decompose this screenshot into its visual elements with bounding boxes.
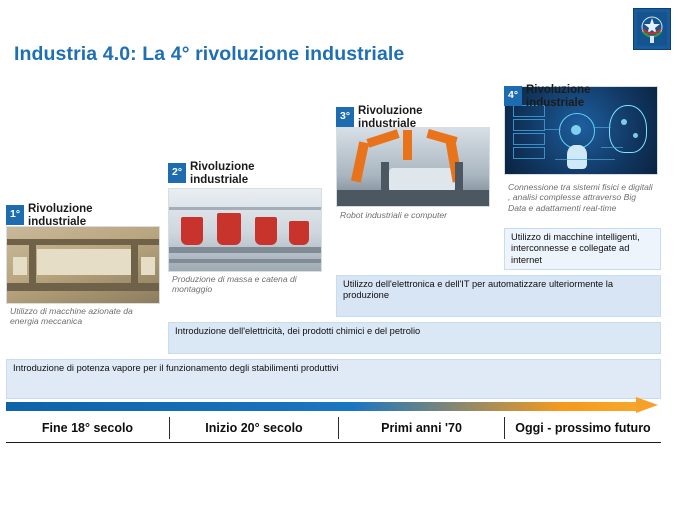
step-4-title-line1: Rivoluzione — [526, 84, 591, 96]
photo-catena-di-montaggio — [168, 188, 322, 272]
timeline-arrow — [6, 400, 661, 413]
step-3-title-line2: industriale — [358, 117, 417, 130]
step-2-title — [190, 161, 255, 187]
bar-rivoluzione-2: Introduzione dell'elettricità, dei prodotti chimici e del petrolio — [168, 322, 661, 354]
step-3-title-line1: Rivoluzione — [358, 105, 423, 117]
bar-rivoluzione-4: Utilizzo di macchine intelligenti, interconnesse e collegate ad internet — [504, 228, 661, 270]
step-4-badge: 4° — [504, 86, 522, 106]
photo-macchina-tessile-vapore — [6, 226, 160, 304]
timeline-label-4: Oggi - prossimo futuro — [515, 421, 651, 435]
step-4-title — [526, 84, 591, 110]
timeline-arrow-head — [636, 397, 658, 413]
timeline-arrow-body — [6, 402, 638, 411]
timeline-axis — [6, 416, 661, 443]
timeline-label-3: Primi anni '70 — [381, 421, 462, 435]
step-3-badge: 3° — [336, 107, 354, 127]
emblem-repubblica-icon — [633, 8, 671, 50]
step-2-badge: 2° — [168, 163, 186, 183]
bar-rivoluzione-1: Introduzione di potenza vapore per il funzionamento degli stabilimenti produttivi — [6, 359, 661, 399]
step-4-caption: Connessione tra sistemi fisici e digitali , analisi complesse attraverso Big Data e adattamenti real-time — [508, 182, 653, 213]
step-2-title-line2: industriale — [190, 173, 249, 186]
step-1-badge: 1° — [6, 205, 24, 225]
photo-robot-industriali — [336, 127, 490, 207]
step-1-title-line2: industriale — [28, 215, 87, 228]
timeline-label-2: Inizio 20° secolo — [205, 421, 303, 435]
step-1-title — [28, 203, 93, 229]
step-4-title-line2: industriale — [526, 96, 585, 109]
bar-rivoluzione-3: Utilizzo dell'elettronica e dell'IT per automatizzare ulteriormente la produzione — [336, 275, 661, 317]
step-3-caption: Robot industriali e computer — [340, 210, 447, 220]
step-1-title-line1: Rivoluzione — [28, 203, 93, 215]
step-3-title — [358, 105, 423, 131]
step-2-title-line1: Rivoluzione — [190, 161, 255, 173]
step-2-caption: Produzione di massa e catena di montaggio — [172, 274, 297, 295]
step-1-caption: Utilizzo di macchine azionate da energia meccanica — [10, 306, 133, 327]
diagram-canvas — [0, 78, 685, 438]
timeline-label-1: Fine 18° secolo — [41, 421, 134, 435]
page-title: Industria 4.0: La 4° rivoluzione industriale — [14, 43, 405, 65]
